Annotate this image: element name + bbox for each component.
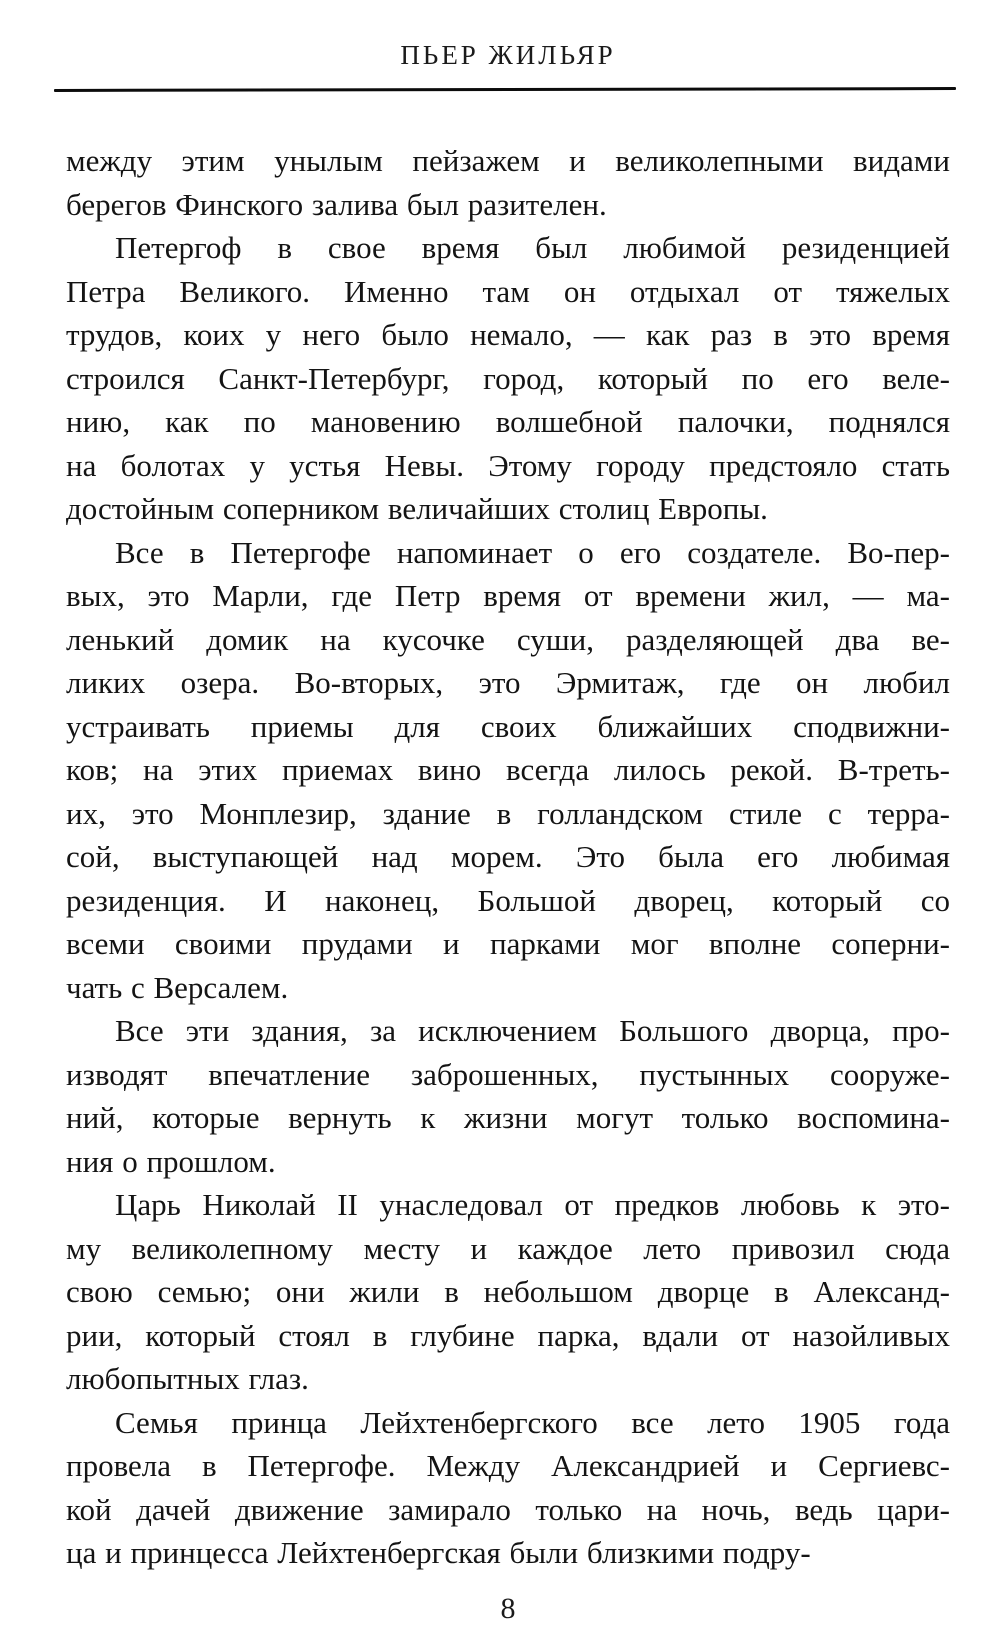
text-line: берегов Финского залива был разителен. xyxy=(66,186,607,222)
text-line: Петра Великого. Именно там он отдыхал от тяжелых xyxy=(66,273,950,309)
text-line: ния о прошлом. xyxy=(66,1143,276,1179)
text-line: кой дачей движение замирало только на ночь, ведь цари- xyxy=(66,1491,950,1527)
text-line: чать с Версалем. xyxy=(66,969,289,1005)
text-line: Все в Петергофе напоминает о его создателе. Во-пер- xyxy=(115,534,950,570)
text-line: резиденция. И наконец, Большой дворец, который со xyxy=(66,882,950,918)
paragraph xyxy=(66,1183,950,1401)
text-line: ленький домик на кусочке суши, разделяющей два ве- xyxy=(66,621,950,657)
text-line: ний, которые вернуть к жизни могут только воспомина- xyxy=(66,1100,950,1135)
text-line: Семья принца Лейхтенбергского все лето 1905 года xyxy=(115,1404,950,1440)
paragraph xyxy=(66,1009,950,1183)
text-line: провела в Петергофе. Между Александрией и Сергиевс- xyxy=(66,1448,950,1483)
text-line: любопытных глаз. xyxy=(66,1361,309,1396)
text-line: Все эти здания, за исключением Большого дворца, про- xyxy=(115,1013,950,1048)
text-line: ликих озера. Во-вторых, это Эрмитаж, где он любил xyxy=(66,665,950,700)
text-line: трудов, коих у него было немало, — как раз в это время xyxy=(66,317,950,352)
text-line: достойным соперником величайших столиц Европы. xyxy=(66,491,768,526)
text-line: строился Санкт-Петербург, город, который по его веле- xyxy=(66,360,950,396)
page-number: 8 xyxy=(500,1592,516,1625)
text-line: на болотах у устья Невы. Этому городу предстояло стать xyxy=(66,447,950,483)
paragraph xyxy=(66,531,950,1010)
text-line: сой, выступающей над морем. Это была его любимая xyxy=(66,839,950,874)
paragraph xyxy=(66,139,950,226)
text-line: их, это Монплезир, здание в голландском стиле с терра- xyxy=(66,795,950,831)
body-text xyxy=(66,139,950,1575)
text-line: между этим унылым пейзажем и великолепными видами xyxy=(66,143,950,178)
text-line: рии, который стоял в глубине парка, вдали от назойливых xyxy=(66,1317,950,1353)
paragraph xyxy=(66,1401,950,1575)
text-line: изводят впечатление заброшенных, пустынных сооруже- xyxy=(66,1056,950,1092)
text-line: всеми своими прудами и парками мог вполне соперни- xyxy=(66,926,950,961)
text-line: устраивать приемы для своих ближайших сподвижни- xyxy=(66,708,950,744)
text-line: ков; на этих приемах вино всегда лилось рекой. В-треть- xyxy=(66,752,950,787)
paragraph xyxy=(66,226,950,531)
text-line: ца и принцесса Лейхтенбергская были близкими подру- xyxy=(66,1535,811,1570)
header-rule-divider xyxy=(54,87,956,92)
text-line: Царь Николай II унаследовал от предков любовь к это- xyxy=(115,1187,950,1222)
text-line: Петергоф в свое время был любимой резиденцией xyxy=(115,230,950,265)
text-line: му великолепному месту и каждое лето привозил сюда xyxy=(66,1230,950,1266)
text-line: нию, как по мановению волшебной палочки, поднялся xyxy=(66,404,950,439)
text-line: свою семью; они жили в небольшом дворце в Александ- xyxy=(66,1274,950,1309)
running-header: ПЬЕР ЖИЛЬЯР xyxy=(400,40,616,70)
text-line: вых, это Марли, где Петр время от времени жил, — ма- xyxy=(66,578,950,613)
